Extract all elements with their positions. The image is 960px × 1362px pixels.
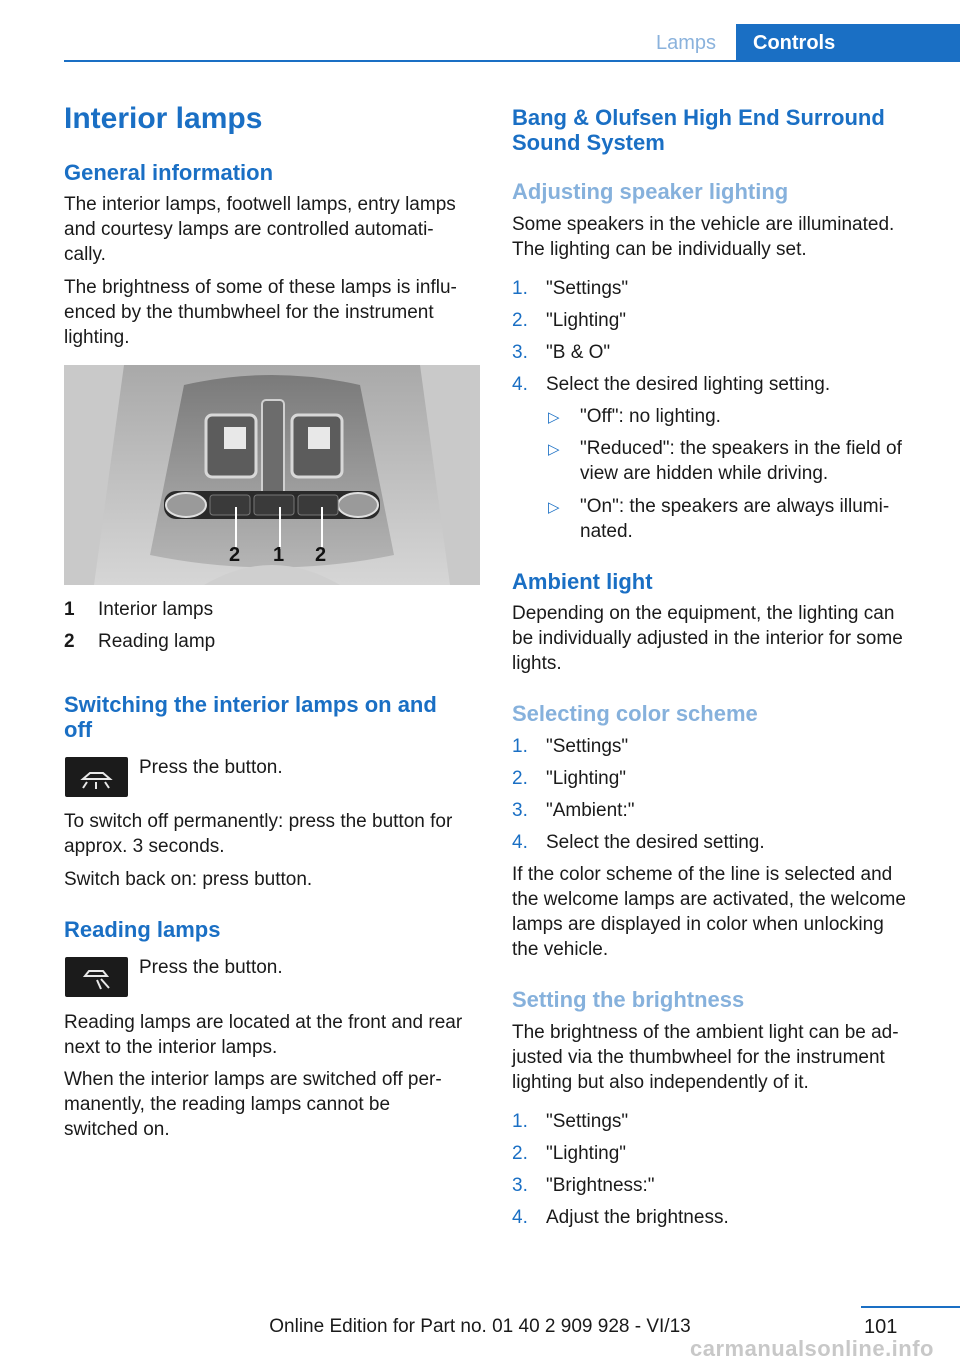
reading-lamp-button-icon — [65, 957, 128, 997]
option-text: "Off": no lighting. — [580, 406, 721, 427]
step-text: "Settings" — [546, 736, 629, 757]
header-chapter-tab: Controls — [736, 24, 960, 62]
figure-label: 2 — [229, 544, 241, 566]
interior-lamp-button-icon — [65, 757, 128, 797]
header-section-label: Lamps — [656, 32, 717, 54]
step-number: 1. — [512, 1111, 528, 1132]
figure-label: 1 — [273, 544, 285, 566]
step-number: 2. — [512, 310, 528, 331]
brightness-heading: Setting the brightness — [512, 987, 745, 1012]
general-info-heading: General information — [64, 160, 274, 185]
step-text: "Ambient:" — [546, 800, 635, 821]
step-text: Adjust the brightness. — [546, 1207, 729, 1228]
triangle-bullet-icon: ▷ — [548, 499, 560, 516]
step-number: 1. — [512, 736, 528, 757]
bo-heading: Bang & Olufsen High End Surround Sound System — [512, 105, 885, 155]
ambient-light-paragraph: Depending on the equipment, the lighting can be individually adjusted in the interior for some lights. — [512, 603, 903, 674]
step-text: "Lighting" — [546, 768, 627, 789]
general-info-paragraph-2: The brightness of some of these lamps is influ‐ enced by the thumbwheel for the instrument lighting. — [64, 277, 457, 348]
reading-lamps-heading: Reading lamps — [64, 917, 221, 942]
edition-footer: Online Edition for Part no. 01 40 2 909 928 - VI/13 — [269, 1316, 691, 1337]
legend-text: Reading lamp — [98, 631, 216, 652]
page-title: Interior lamps — [64, 102, 263, 135]
general-info-paragraph-1: The interior lamps, footwell lamps, entry lamps and courtesy lamps are controlled automati‐ cally. — [64, 194, 456, 265]
step-number: 3. — [512, 342, 528, 363]
step-number: 3. — [512, 1175, 528, 1196]
step-number: 4. — [512, 832, 528, 853]
step-text: "Brightness:" — [546, 1175, 655, 1196]
step-text: Select the desired setting. — [546, 832, 765, 853]
header-rule — [64, 60, 960, 62]
switch-off-paragraph: To switch off permanently: press the button for approx. 3 seconds. — [64, 811, 453, 857]
switching-heading: Switching the interior lamps on and off — [64, 692, 437, 742]
step-text: "Settings" — [546, 278, 629, 299]
press-button-text: Press the button. — [139, 957, 283, 978]
option-text: "On": the speakers are always illumi‐ nated. — [580, 496, 890, 542]
brightness-paragraph: The brightness of the ambient light can be ad‐ justed via the thumbwheel for the instrument lighting but also independently of it. — [512, 1022, 899, 1093]
step-text: "Lighting" — [546, 1143, 627, 1164]
watermark: carmanualsonline.info — [690, 1336, 934, 1361]
step-number: 4. — [512, 1207, 528, 1228]
legend-number: 2 — [64, 631, 75, 652]
overhead-console-figure — [64, 365, 480, 585]
color-scheme-heading: Selecting color scheme — [512, 701, 758, 726]
step-text: "B & O" — [546, 342, 611, 363]
switch-back-paragraph: Switch back on: press button. — [64, 869, 313, 890]
figure-label: 2 — [315, 544, 327, 566]
step-text: Select the desired lighting setting. — [546, 374, 831, 395]
press-button-text: Press the button. — [139, 757, 283, 778]
triangle-bullet-icon: ▷ — [548, 409, 560, 426]
speaker-lighting-heading: Adjusting speaker lighting — [512, 179, 789, 204]
triangle-bullet-icon: ▷ — [548, 441, 560, 458]
ambient-light-heading: Ambient light — [512, 569, 653, 594]
step-number: 4. — [512, 374, 528, 395]
option-text: "Reduced": the speakers in the field of view are hidden while driving. — [580, 438, 902, 484]
page-number: 101 — [864, 1316, 898, 1338]
step-number: 1. — [512, 278, 528, 299]
reading-paragraph-1: Reading lamps are located at the front and rear next to the interior lamps. — [64, 1012, 463, 1058]
legend-text: Interior lamps — [98, 599, 214, 620]
color-scheme-paragraph: If the color scheme of the line is selected and the welcome lamps are activated, the welcome lamps are displayed in color when unlocking the vehicle. — [512, 864, 906, 960]
step-number: 3. — [512, 800, 528, 821]
step-number: 2. — [512, 1143, 528, 1164]
legend-number: 1 — [64, 599, 75, 620]
page-number-rule — [861, 1306, 960, 1308]
step-number: 2. — [512, 768, 528, 789]
reading-paragraph-2: When the interior lamps are switched off per‐ manently, the reading lamps cannot be switched on. — [64, 1069, 442, 1140]
speaker-lighting-paragraph: Some speakers in the vehicle are illuminated. The lighting can be individually set. — [512, 214, 895, 260]
step-text: "Settings" — [546, 1111, 629, 1132]
step-text: "Lighting" — [546, 310, 627, 331]
